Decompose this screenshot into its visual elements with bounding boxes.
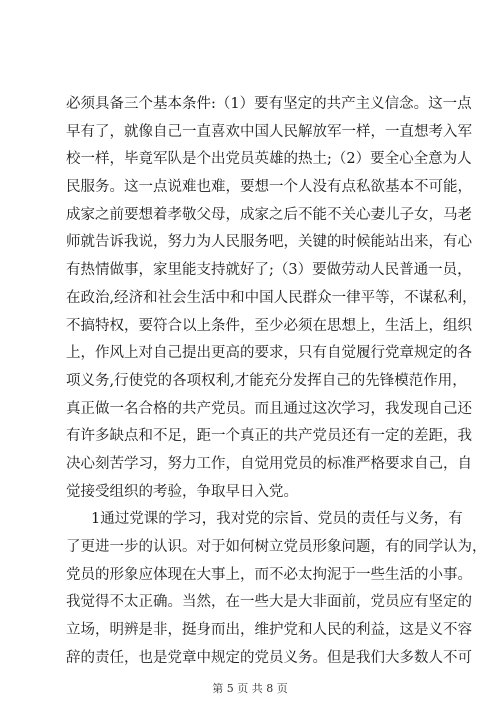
text-line: 成家之前要想着孝敬父母，成家之后不能不关心妻儿子女，马老 [66, 206, 472, 223]
text-line: 党员的形象应体现在大事上，而不必太拘泥于一些生活的小事。 [66, 566, 472, 583]
text-line: 不搞特权，要符合以上条件，至少必须在思想上，生活上，组织 [66, 317, 472, 334]
text-line: 必须具备三个基本条件:（1）要有坚定的共产主义信念。这一点 [66, 96, 472, 112]
document-body [66, 91, 487, 672]
paragraph-1 [66, 91, 477, 506]
text-line: 辞的责任，也是党章中规定的党员义务。但是我们大多数人不可 [66, 649, 472, 666]
text-line: 在政治,经济和社会生活中和中国人民群众一律平等，不谋私利， [66, 289, 477, 306]
text-line: 决心刻苦学习，努力工作，自觉用党员的标准严格要求自己，自 [66, 455, 472, 472]
text-line: 1通过党课的学习，我对党的宗旨、党员的责任与义务，有 [91, 511, 463, 528]
text-line: 民服务。这一点说难也难，要想一个人没有点私欲基本不可能， [66, 179, 472, 196]
text-line: 有许多缺点和不足，距一个真正的共产党员还有一定的差距，我 [66, 428, 472, 445]
text-line: 师就告诉我说，努力为人民服务吧，关键的时候能站出来，有心 [66, 234, 472, 251]
text-line: 上，作风上对自己提出更高的要求，只有自觉履行党章规定的各 [66, 345, 472, 362]
page-number-footer: 第 5 页 共 8 页 [212, 682, 288, 695]
text-line: 立场，明辨是非，挺身而出，维护党和人民的利益，这是义不容 [66, 622, 472, 639]
text-line: 项义务,行使党的各项权利,才能充分发挥自己的先锋模范作用， [66, 372, 467, 389]
text-line: 我觉得不太正确。当然，在一些大是大非面前，党员应有坚定的 [66, 594, 472, 611]
paragraph-2 [66, 506, 487, 672]
text-line: 有热情做事，家里能支持就好了;（3）要做劳动人民普通一员， [66, 262, 472, 279]
text-line: 了更进一步的认识。对于如何树立党员形象问题，有的同学认为， [66, 539, 487, 555]
text-line: 真正做一名合格的共产党员。而且通过这次学习，我发现自己还 [66, 400, 472, 417]
text-line: 觉接受组织的考验，争取早日入党。 [66, 483, 298, 500]
text-line: 校一样，毕竟军队是个出党员英雄的热土;（2）要全心全意为人 [66, 151, 472, 168]
text-line: 早有了，就像自己一直喜欢中国人民解放军一样，一直想考入军 [66, 123, 472, 140]
